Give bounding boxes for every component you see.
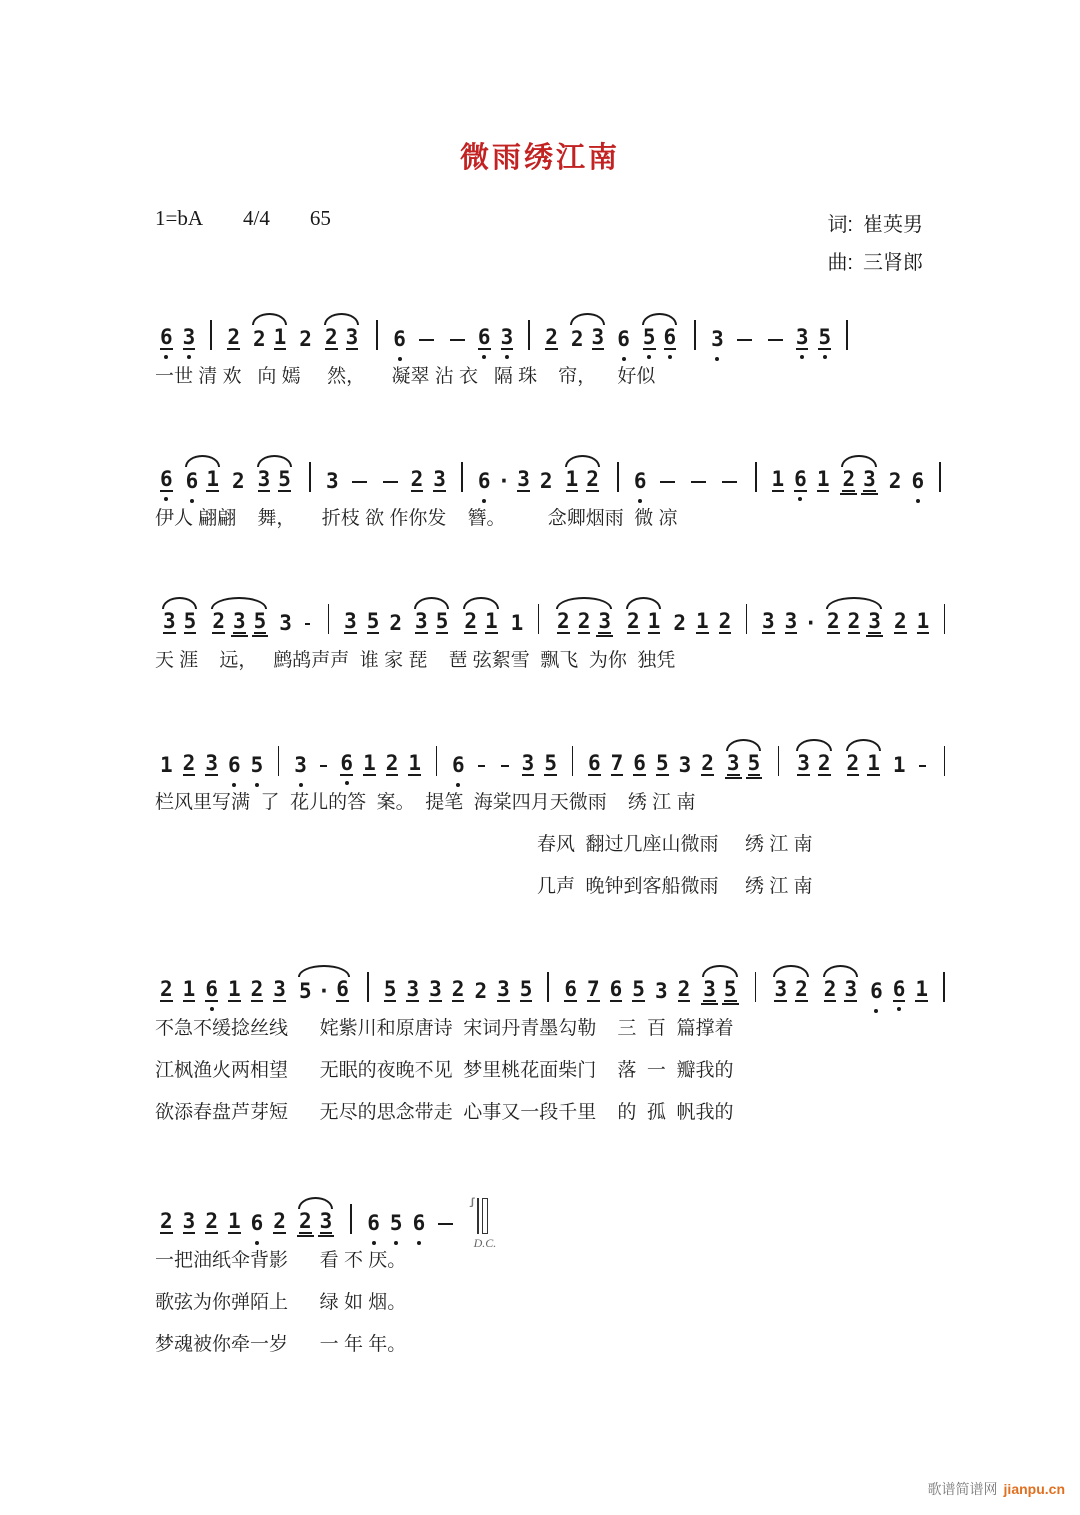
dash-note xyxy=(737,339,752,342)
note: 1 xyxy=(363,751,376,775)
dc-mark: D.C. xyxy=(473,1236,497,1250)
note: 6 xyxy=(336,977,349,1001)
note: 1 xyxy=(408,751,422,775)
note: 1 xyxy=(867,751,880,775)
lyric-row: 栏风里写满 了 花儿的答 案。 提笔 海棠四月天微雨 绣 江 南 xyxy=(155,792,696,813)
score-line xyxy=(155,956,955,1128)
dash-note xyxy=(438,1223,453,1226)
bar-line xyxy=(547,972,549,1002)
dash-note xyxy=(320,765,327,768)
tempo-value: 65 xyxy=(309,206,331,230)
note: 5 xyxy=(250,753,264,777)
note: 3 xyxy=(591,325,605,349)
slur-group xyxy=(159,610,200,634)
note: 5 xyxy=(655,751,669,775)
note: 2 xyxy=(410,467,424,491)
note: 3 xyxy=(344,609,357,633)
note: 5 xyxy=(747,751,761,775)
bar-line xyxy=(755,462,757,492)
dash-note xyxy=(768,339,783,342)
note: 2 xyxy=(205,1209,218,1233)
dash-note xyxy=(660,481,675,484)
bar-line xyxy=(538,604,539,634)
note: 3 xyxy=(415,609,428,633)
note: 2 xyxy=(893,609,907,633)
note: 3 xyxy=(868,609,881,633)
note: 6 xyxy=(617,327,630,351)
dash-note xyxy=(383,481,398,484)
note: 5 xyxy=(253,609,267,633)
note: 5 xyxy=(632,977,645,1001)
note: 1 xyxy=(565,467,579,491)
dash-note xyxy=(450,339,465,342)
note: 3 xyxy=(517,467,530,491)
note: 1 xyxy=(182,977,196,1001)
note: 1 xyxy=(227,977,241,1001)
note: 6 xyxy=(794,467,807,491)
note: 6 xyxy=(587,751,601,775)
bar-line xyxy=(778,746,779,776)
lyricist-label: 词: xyxy=(827,214,853,236)
note: 6 xyxy=(367,1211,380,1235)
slur-group xyxy=(321,326,362,350)
bar-line xyxy=(350,1204,352,1234)
note: 6 xyxy=(477,469,491,493)
note: 2 xyxy=(212,609,225,633)
note: 1 xyxy=(160,753,173,777)
watermark-site-name: 歌谱简谱网 xyxy=(927,1481,998,1497)
slur-group xyxy=(295,1210,336,1234)
note: 1 xyxy=(916,609,930,633)
note: 2 xyxy=(701,751,714,775)
final-barline xyxy=(469,1197,497,1250)
note: 6 xyxy=(160,325,173,349)
dash-note xyxy=(501,765,508,768)
slur-group xyxy=(254,468,295,492)
augmentation-dot: · xyxy=(317,979,331,1003)
note: 1 xyxy=(647,609,661,633)
note: 3 xyxy=(257,467,271,491)
bar-line xyxy=(309,462,311,492)
bar-line xyxy=(846,320,848,350)
note: 5 xyxy=(298,979,312,1003)
credits xyxy=(827,206,923,282)
bar-line xyxy=(461,462,463,492)
note: 6 xyxy=(609,977,623,1001)
note: 3 xyxy=(182,1209,196,1233)
bar-line xyxy=(572,746,573,776)
note: 6 xyxy=(185,469,199,493)
note: 5 xyxy=(183,609,197,633)
note: 3 xyxy=(182,325,196,349)
time-signature: 4/4 xyxy=(243,206,270,230)
slur-group xyxy=(562,468,603,492)
note: 1 xyxy=(695,609,709,633)
lyricist-credit xyxy=(827,206,923,244)
bar-line xyxy=(376,320,378,350)
slur-group xyxy=(699,978,740,1002)
note: 6 xyxy=(393,327,406,351)
note: 5 xyxy=(519,977,533,1001)
note: 2 xyxy=(545,325,558,349)
note: 2 xyxy=(842,467,856,491)
bar-line xyxy=(528,320,530,350)
note: 6 xyxy=(633,751,646,775)
slur-group xyxy=(843,752,884,776)
note: 2 xyxy=(673,611,686,635)
note: 5 xyxy=(383,977,397,1001)
bar-line xyxy=(755,972,757,1002)
note: 2 xyxy=(627,609,640,633)
note: 5 xyxy=(278,467,291,491)
note: 2 xyxy=(677,977,691,1001)
note: 3 xyxy=(762,609,775,633)
slur-group xyxy=(639,326,680,350)
note: 2 xyxy=(160,1209,173,1233)
lyric-row: 春风 翻过几座山微雨 绣 江 南 xyxy=(537,834,813,855)
note: 2 xyxy=(474,979,488,1003)
slur-group xyxy=(182,468,223,492)
bar-line xyxy=(436,746,437,776)
bar-line xyxy=(694,320,696,350)
slur-group xyxy=(623,610,664,634)
key-signature: 1=bA xyxy=(155,206,204,230)
score xyxy=(155,304,955,1360)
note: 1 xyxy=(771,467,785,491)
note: 3 xyxy=(726,751,740,775)
note: 2 xyxy=(464,609,478,633)
note: 3 xyxy=(784,609,798,633)
note: 3 xyxy=(406,977,420,1001)
note: 2 xyxy=(252,327,266,351)
score-line xyxy=(155,304,955,392)
note: 5 xyxy=(642,325,656,349)
note: 2 xyxy=(577,609,591,633)
note: 3 xyxy=(678,753,692,777)
score-line xyxy=(155,730,955,902)
dash-note xyxy=(419,339,434,342)
lyric-row: 一世 清 欢 向 嫣 然， 凝翠 沾 衣 隔 珠 帘， 好似 xyxy=(155,366,656,387)
note: 2 xyxy=(160,977,173,1001)
slur-group xyxy=(823,610,885,634)
slur-group xyxy=(567,326,608,350)
lyric-row: 江枫渔火两相望 无眠的夜晚不见 梦里桃花面柴门 落 一 瓣我的 xyxy=(155,1060,734,1081)
note: 3 xyxy=(521,751,535,775)
note: 2 xyxy=(846,751,860,775)
note: 6 xyxy=(227,753,241,777)
note: 1 xyxy=(915,977,929,1001)
lyric-row: 几声 晚钟到客船微雨 绣 江 南 xyxy=(537,876,813,897)
slur-group xyxy=(411,610,452,634)
note: 5 xyxy=(544,751,557,775)
note: 6 xyxy=(250,1211,264,1235)
note: 3 xyxy=(205,751,218,775)
dash-note xyxy=(478,765,485,768)
note: 2 xyxy=(539,469,553,493)
note: 6 xyxy=(452,753,465,777)
note: 3 xyxy=(279,611,292,635)
note: 3 xyxy=(598,609,612,633)
note: 3 xyxy=(797,751,810,775)
lyric-row: 欲添春盘芦芽短 无尽的思念带走 心事又一段千里 的 孤 帆我的 xyxy=(155,1102,734,1123)
notation-row xyxy=(155,1182,955,1250)
composer-credit xyxy=(827,244,923,282)
score-line xyxy=(155,588,955,676)
note: 3 xyxy=(863,467,876,491)
note: 6 xyxy=(340,751,354,775)
note: 6 xyxy=(633,469,647,493)
note: 2 xyxy=(182,751,196,775)
note: 3 xyxy=(703,977,716,1001)
note: 2 xyxy=(451,977,465,1001)
dash-note xyxy=(919,765,926,768)
note: 7 xyxy=(610,751,624,775)
note: 2 xyxy=(299,327,312,351)
slur-group xyxy=(793,752,834,776)
slur-group xyxy=(838,468,879,492)
bar-line xyxy=(746,604,747,634)
note: 2 xyxy=(324,325,338,349)
note: 1 xyxy=(510,611,524,635)
note: 6 xyxy=(160,467,173,491)
note: 3 xyxy=(795,325,809,349)
score-line xyxy=(155,1182,955,1360)
note: 3 xyxy=(294,753,307,777)
note: 1 xyxy=(816,467,830,491)
note: 6 xyxy=(870,979,883,1003)
note: 3 xyxy=(433,467,446,491)
note: 6 xyxy=(892,977,906,1001)
note: 6 xyxy=(564,977,577,1001)
slur-group xyxy=(460,610,501,634)
note: 6 xyxy=(477,325,491,349)
slur-group xyxy=(723,752,764,776)
note: 2 xyxy=(586,467,599,491)
bar-line xyxy=(944,746,945,776)
score-line xyxy=(155,446,955,534)
slur-group xyxy=(820,978,861,1002)
lyric-row: 天 涯 远， 鹧鸪声声 谁 家 琵 琶 弦絮雪 飘飞 为你 独凭 xyxy=(155,650,676,671)
lyric-row: 一把油纸伞背影 看 不 厌。 xyxy=(155,1250,407,1271)
note: 7 xyxy=(586,977,600,1001)
slur-group xyxy=(553,610,615,634)
final-bar-thick xyxy=(482,1198,488,1234)
notation-row xyxy=(155,304,955,350)
augmentation-dot: · xyxy=(804,611,817,635)
note: 3 xyxy=(654,979,668,1003)
composer-label: 曲: xyxy=(827,252,853,274)
lyric-row: 伊人 翩翩 舞， 折枝 欲 作你发 簪。 念卿烟雨 微 凉 xyxy=(155,508,678,529)
note: 3 xyxy=(711,327,724,351)
note: 2 xyxy=(826,609,840,633)
note: 2 xyxy=(570,327,584,351)
end-squiggle-mark: ʃ xyxy=(469,1197,476,1208)
slur-group xyxy=(295,978,353,1002)
note: 3 xyxy=(319,1209,333,1233)
note: 2 xyxy=(817,751,831,775)
note: 1 xyxy=(273,325,287,349)
key-time-tempo xyxy=(155,206,371,231)
lyricist-name: 崔英男 xyxy=(863,214,923,236)
song-title: 微雨绣江南 xyxy=(459,142,620,174)
note: 6 xyxy=(911,469,925,493)
dash-note xyxy=(352,481,367,484)
note: 2 xyxy=(888,469,902,493)
note: 2 xyxy=(389,611,403,635)
bar-line xyxy=(328,604,329,634)
bar-line xyxy=(617,462,619,492)
note: 3 xyxy=(429,977,442,1001)
note: 2 xyxy=(298,1209,312,1233)
note: 2 xyxy=(718,609,732,633)
bar-line xyxy=(278,746,279,776)
note: 2 xyxy=(273,1209,286,1233)
note: 5 xyxy=(389,1211,403,1235)
note: 3 xyxy=(774,977,788,1001)
note: 2 xyxy=(557,609,570,633)
note: 6 xyxy=(412,1211,426,1235)
dash-note xyxy=(305,623,310,626)
note: 1 xyxy=(892,753,906,777)
note: 3 xyxy=(497,977,510,1001)
bar-line xyxy=(939,462,941,492)
note: 2 xyxy=(227,325,240,349)
score-meta xyxy=(155,206,923,282)
note: 3 xyxy=(163,609,176,633)
note: 2 xyxy=(847,609,861,633)
slur-group xyxy=(208,610,270,634)
lyric-row: 歌弦为你弹陌上 绿 如 烟。 xyxy=(155,1292,407,1313)
note: 3 xyxy=(500,325,514,349)
final-bar-thin xyxy=(477,1198,479,1234)
notation-row xyxy=(155,588,955,634)
note: 1 xyxy=(485,609,498,633)
note: 3 xyxy=(345,325,359,349)
notation-row xyxy=(155,956,955,1002)
note: 2 xyxy=(231,469,245,493)
watermark xyxy=(928,1479,1065,1499)
bar-line xyxy=(210,320,212,350)
note: 5 xyxy=(366,609,380,633)
note: 6 xyxy=(205,977,218,1001)
notation-row xyxy=(155,730,955,776)
note: 6 xyxy=(663,325,677,349)
note: 2 xyxy=(250,977,264,1001)
lyric-row: 不急不缓捻丝线 姹紫川和原唐诗 宋词丹青墨勾勒 三 百 篇撑着 xyxy=(155,1018,734,1039)
notation-row xyxy=(155,446,955,492)
note: 1 xyxy=(227,1209,241,1233)
slur-group xyxy=(249,326,290,350)
augmentation-dot: · xyxy=(497,469,511,493)
note: 5 xyxy=(818,325,832,349)
note: 3 xyxy=(325,469,339,493)
note: 3 xyxy=(232,609,246,633)
bar-line xyxy=(944,604,945,634)
note: 2 xyxy=(385,751,399,775)
dash-note xyxy=(722,481,737,484)
note: 1 xyxy=(206,467,219,491)
watermark-site-url: jianpu.cn xyxy=(1003,1481,1065,1497)
note: 5 xyxy=(723,977,737,1001)
bar-line xyxy=(367,972,369,1002)
note: 2 xyxy=(823,977,837,1001)
note: 5 xyxy=(435,609,449,633)
note: 2 xyxy=(795,977,808,1001)
note: 3 xyxy=(273,977,286,1001)
composer-name: 三肾郎 xyxy=(863,252,923,274)
slur-group xyxy=(770,978,811,1002)
bar-line xyxy=(943,972,945,1002)
note: 3 xyxy=(844,977,858,1001)
lyric-row: 梦魂被你牵一岁 一 年 年。 xyxy=(155,1334,407,1355)
dash-note xyxy=(691,481,706,484)
